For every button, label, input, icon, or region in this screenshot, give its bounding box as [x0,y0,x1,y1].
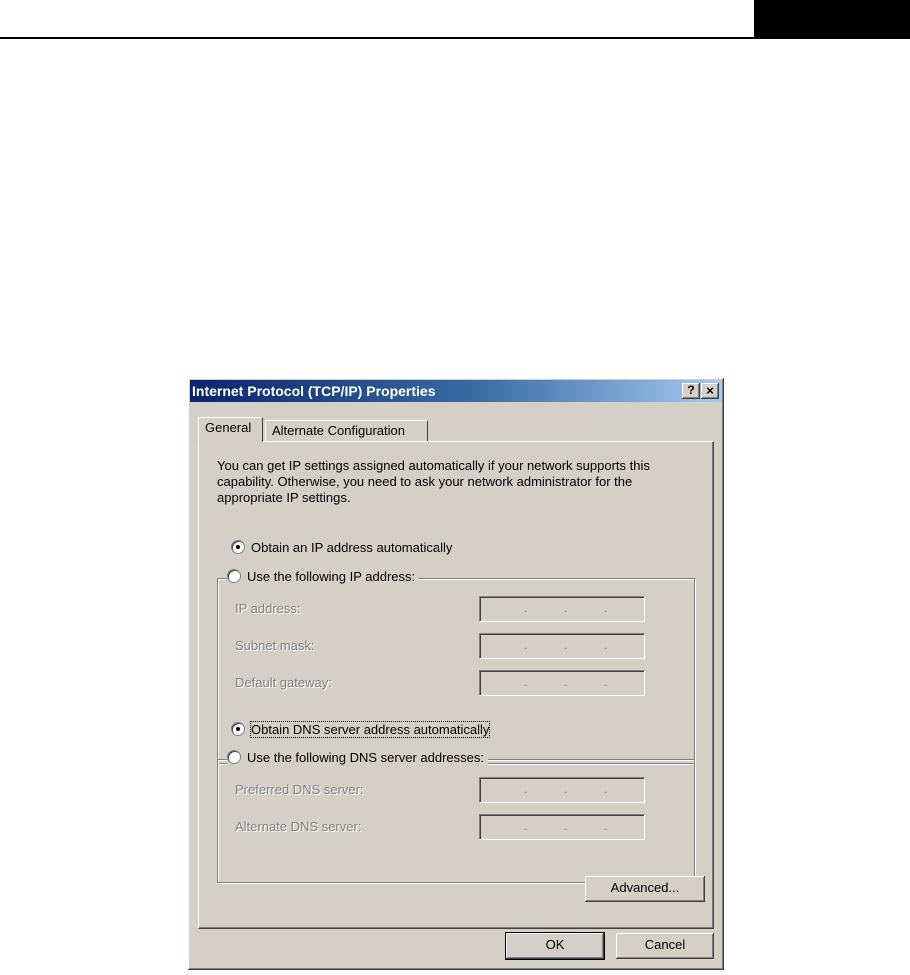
tab-alternate-configuration[interactable] [265,420,428,441]
subnet-mask-label: Subnet mask: [235,638,315,653]
ok-button[interactable]: OK [506,933,604,959]
tab-general-label: General [205,420,252,435]
default-gateway-label: Default gateway: [235,675,332,690]
default-gateway-field: . . . [479,670,645,696]
ip-manual-radio-row[interactable] [227,568,419,586]
preferred-dns-field: . . . [479,777,645,803]
tab-alternate-label: Alternate Configuration [272,423,405,438]
alternate-dns-field: . . . [479,814,645,840]
alternate-dns-label: Alternate DNS server: [235,819,362,834]
page-header-block [754,0,910,39]
general-tab-panel [198,441,714,929]
close-icon: × [706,383,714,398]
close-button[interactable] [701,383,719,399]
ip-auto-radio-row[interactable] [231,539,456,557]
dns-auto-radio-row[interactable] [231,721,493,739]
window-title: Internet Protocol (TCP/IP) Properties [192,383,436,399]
dns-manual-radio[interactable] [227,750,241,764]
ip-auto-radio[interactable] [231,540,245,554]
ip-auto-label: Obtain an IP address automatically [251,540,453,555]
tab-general[interactable] [198,417,263,442]
tcpip-properties-dialog [188,378,724,970]
cancel-button[interactable]: Cancel [616,933,714,959]
preferred-dns-label: Preferred DNS server: [235,782,364,797]
ip-address-label: IP address: [235,601,301,616]
ip-manual-label: Use the following IP address: [247,569,416,584]
help-icon: ? [687,383,695,397]
dns-manual-radio-row[interactable] [227,749,488,767]
subnet-mask-field: . . . [479,633,645,659]
dns-auto-radio[interactable] [231,722,245,736]
ip-address-field: . . . [479,596,645,622]
dns-manual-label: Use the following DNS server addresses: [247,750,484,765]
intro-text: You can get IP settings assigned automatically if your network supports this capability. Otherwise, you need to ask your network administrator for the appropriate IP settings. [217,458,650,505]
advanced-button[interactable]: Advanced... [585,876,705,902]
dns-auto-label: Obtain DNS server address automatically [251,722,490,737]
title-bar[interactable] [190,380,722,402]
help-button[interactable] [682,383,700,399]
ip-manual-radio[interactable] [227,569,241,583]
